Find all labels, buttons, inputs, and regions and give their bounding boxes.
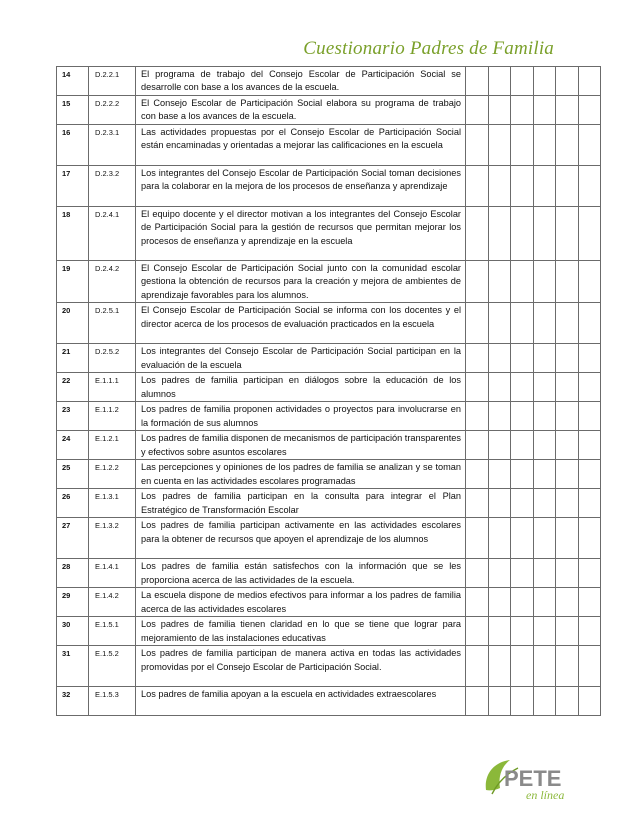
answer-cell[interactable] xyxy=(466,96,489,125)
item-code: E.1.2.1 xyxy=(89,431,136,460)
item-number: 30 xyxy=(57,617,89,646)
table-row xyxy=(57,166,601,207)
item-statement: Los padres de familia disponen de mecanismos de participación transparentes y efectivos sobre asuntos escolares xyxy=(136,431,466,460)
item-code: E.1.2.2 xyxy=(89,460,136,489)
item-number: 23 xyxy=(57,402,89,431)
answer-cell[interactable] xyxy=(556,518,579,559)
answer-cell[interactable] xyxy=(556,96,579,125)
answer-cell[interactable] xyxy=(511,617,534,646)
answer-cell[interactable] xyxy=(511,518,534,559)
item-number: 18 xyxy=(57,207,89,261)
answer-cell[interactable] xyxy=(578,559,601,588)
answer-cell[interactable] xyxy=(556,431,579,460)
answer-cell[interactable] xyxy=(556,588,579,617)
questionnaire-table xyxy=(56,66,601,716)
table-row xyxy=(57,373,601,402)
answer-cell[interactable] xyxy=(556,207,579,261)
item-number: 16 xyxy=(57,125,89,166)
answer-cell[interactable] xyxy=(533,617,556,646)
answer-cell[interactable] xyxy=(533,489,556,518)
answer-cell[interactable] xyxy=(533,373,556,402)
table-row xyxy=(57,67,601,96)
pete-logo xyxy=(480,752,580,804)
answer-cell[interactable] xyxy=(466,460,489,489)
item-code: D.2.2.1 xyxy=(89,67,136,96)
item-statement: Los padres de familia tienen claridad en lo que se tiene que lograr para mejoramiento de las instalaciones educativas xyxy=(136,617,466,646)
answer-cell[interactable] xyxy=(488,402,511,431)
item-statement: El equipo docente y el director motivan a los integrantes del Consejo Escolar de Participación Social para la gestión de recursos que permitan mejorar los procesos de enseñanza y aprendizaje en la escuela xyxy=(136,207,466,261)
answer-cell[interactable] xyxy=(533,207,556,261)
item-number: 31 xyxy=(57,646,89,687)
answer-cell[interactable] xyxy=(533,125,556,166)
table-row xyxy=(57,559,601,588)
item-number: 17 xyxy=(57,166,89,207)
answer-cell[interactable] xyxy=(533,518,556,559)
answer-cell[interactable] xyxy=(578,261,601,303)
item-code: E.1.5.2 xyxy=(89,646,136,687)
answer-cell[interactable] xyxy=(556,125,579,166)
answer-cell[interactable] xyxy=(511,489,534,518)
answer-cell[interactable] xyxy=(511,207,534,261)
item-statement: Los integrantes del Consejo Escolar de Participación Social toman decisiones para la colaborar en la mejora de los procesos de enseñanza y aprendizaje xyxy=(136,166,466,207)
answer-cell[interactable] xyxy=(556,303,579,344)
table-row xyxy=(57,261,601,303)
answer-cell[interactable] xyxy=(511,373,534,402)
answer-cell[interactable] xyxy=(556,489,579,518)
answer-cell[interactable] xyxy=(488,96,511,125)
item-code: E.1.1.2 xyxy=(89,402,136,431)
item-number: 28 xyxy=(57,559,89,588)
answer-cell[interactable] xyxy=(466,687,489,716)
table-row xyxy=(57,125,601,166)
item-number: 24 xyxy=(57,431,89,460)
item-code: D.2.4.1 xyxy=(89,207,136,261)
answer-cell[interactable] xyxy=(488,303,511,344)
item-number: 19 xyxy=(57,261,89,303)
answer-cell[interactable] xyxy=(511,646,534,687)
item-code: D.2.2.2 xyxy=(89,96,136,125)
answer-cell[interactable] xyxy=(488,518,511,559)
answer-cell[interactable] xyxy=(511,460,534,489)
answer-cell[interactable] xyxy=(578,687,601,716)
item-code: E.1.5.1 xyxy=(89,617,136,646)
item-statement: Los padres de familia apoyan a la escuela en actividades extraescolares xyxy=(136,687,466,716)
answer-cell[interactable] xyxy=(556,460,579,489)
item-code: D.2.3.2 xyxy=(89,166,136,207)
answer-cell[interactable] xyxy=(578,303,601,344)
item-statement: Los padres de familia participan en diálogos sobre la educación de los alumnos xyxy=(136,373,466,402)
table-row xyxy=(57,460,601,489)
answer-cell[interactable] xyxy=(533,687,556,716)
answer-cell[interactable] xyxy=(578,207,601,261)
answer-cell[interactable] xyxy=(511,125,534,166)
answer-cell[interactable] xyxy=(556,559,579,588)
answer-cell[interactable] xyxy=(556,344,579,373)
answer-cell[interactable] xyxy=(466,431,489,460)
answer-cell[interactable] xyxy=(511,588,534,617)
answer-cell[interactable] xyxy=(466,303,489,344)
answer-cell[interactable] xyxy=(578,489,601,518)
answer-cell[interactable] xyxy=(578,125,601,166)
answer-cell[interactable] xyxy=(578,67,601,96)
table-row xyxy=(57,588,601,617)
answer-cell[interactable] xyxy=(556,67,579,96)
answer-cell[interactable] xyxy=(556,646,579,687)
answer-cell[interactable] xyxy=(556,402,579,431)
answer-cell[interactable] xyxy=(466,402,489,431)
answer-cell[interactable] xyxy=(488,261,511,303)
item-statement: Las actividades propuestas por el Consejo Escolar de Participación Social están encaminadas y orientadas a mejorar las calificaciones en la escuela xyxy=(136,125,466,166)
answer-cell[interactable] xyxy=(578,431,601,460)
answer-cell[interactable] xyxy=(556,617,579,646)
answer-cell[interactable] xyxy=(488,207,511,261)
item-statement: El Consejo Escolar de Participación Social elabora su programa de trabajo con base a los avances de la escuela. xyxy=(136,96,466,125)
item-code: E.1.4.2 xyxy=(89,588,136,617)
answer-cell[interactable] xyxy=(466,344,489,373)
table-row xyxy=(57,431,601,460)
item-number: 25 xyxy=(57,460,89,489)
answer-cell[interactable] xyxy=(488,489,511,518)
answer-cell[interactable] xyxy=(511,166,534,207)
item-number: 15 xyxy=(57,96,89,125)
answer-cell[interactable] xyxy=(488,460,511,489)
item-code: E.1.3.2 xyxy=(89,518,136,559)
table-row xyxy=(57,489,601,518)
answer-cell[interactable] xyxy=(533,431,556,460)
answer-cell[interactable] xyxy=(488,588,511,617)
answer-cell[interactable] xyxy=(488,646,511,687)
answer-cell[interactable] xyxy=(578,588,601,617)
table-row xyxy=(57,518,601,559)
table-row xyxy=(57,96,601,125)
answer-cell[interactable] xyxy=(511,261,534,303)
item-statement: Las percepciones y opiniones de los padres de familia se analizan y se toman en cuenta en las actividades escolares programadas xyxy=(136,460,466,489)
answer-cell[interactable] xyxy=(488,166,511,207)
item-code: E.1.4.1 xyxy=(89,559,136,588)
answer-cell[interactable] xyxy=(488,687,511,716)
item-code: D.2.5.2 xyxy=(89,344,136,373)
answer-cell[interactable] xyxy=(578,96,601,125)
item-number: 27 xyxy=(57,518,89,559)
answer-cell[interactable] xyxy=(511,687,534,716)
item-statement: Los padres de familia participan activamente en las actividades escolares para la obtener de recursos que apoyen el aprendizaje de los alumnos xyxy=(136,518,466,559)
item-number: 14 xyxy=(57,67,89,96)
item-statement: La escuela dispone de medios efectivos para informar a los padres de familia acerca de las actividades escolares xyxy=(136,588,466,617)
table-row xyxy=(57,303,601,344)
item-code: D.2.5.1 xyxy=(89,303,136,344)
answer-cell[interactable] xyxy=(511,559,534,588)
answer-cell[interactable] xyxy=(578,344,601,373)
item-code: E.1.5.3 xyxy=(89,687,136,716)
item-code: D.2.3.1 xyxy=(89,125,136,166)
answer-cell[interactable] xyxy=(466,125,489,166)
answer-cell[interactable] xyxy=(533,261,556,303)
item-statement: Los padres de familia proponen actividades o proyectos para involucrarse en la formación de sus alumnos xyxy=(136,402,466,431)
logo-main-text: PETE xyxy=(504,766,562,791)
answer-cell[interactable] xyxy=(466,67,489,96)
answer-cell[interactable] xyxy=(511,96,534,125)
logo-sub-text: en línea xyxy=(526,788,565,802)
answer-cell[interactable] xyxy=(466,373,489,402)
answer-cell[interactable] xyxy=(511,67,534,96)
answer-cell[interactable] xyxy=(511,402,534,431)
item-statement: Los padres de familia están satisfechos con la información que se les proporciona acerca de las actividades de la escuela. xyxy=(136,559,466,588)
answer-cell[interactable] xyxy=(556,373,579,402)
item-number: 22 xyxy=(57,373,89,402)
item-number: 29 xyxy=(57,588,89,617)
item-code: D.2.4.2 xyxy=(89,261,136,303)
answer-cell[interactable] xyxy=(488,559,511,588)
answer-cell[interactable] xyxy=(466,261,489,303)
table-row xyxy=(57,402,601,431)
table-row xyxy=(57,687,601,716)
answer-cell[interactable] xyxy=(488,67,511,96)
item-number: 21 xyxy=(57,344,89,373)
answer-cell[interactable] xyxy=(533,166,556,207)
item-statement: Los integrantes del Consejo Escolar de Participación Social participan en la evaluación de la escuela xyxy=(136,344,466,373)
answer-cell[interactable] xyxy=(466,207,489,261)
item-code: E.1.1.1 xyxy=(89,373,136,402)
answer-cell[interactable] xyxy=(578,460,601,489)
answer-cell[interactable] xyxy=(511,431,534,460)
answer-cell[interactable] xyxy=(466,646,489,687)
table-row xyxy=(57,207,601,261)
answer-cell[interactable] xyxy=(511,303,534,344)
item-code: E.1.3.1 xyxy=(89,489,136,518)
answer-cell[interactable] xyxy=(511,344,534,373)
table-row xyxy=(57,617,601,646)
answer-cell[interactable] xyxy=(533,96,556,125)
answer-cell[interactable] xyxy=(466,617,489,646)
table-row xyxy=(57,646,601,687)
answer-cell[interactable] xyxy=(488,344,511,373)
answer-cell[interactable] xyxy=(488,617,511,646)
answer-cell[interactable] xyxy=(578,518,601,559)
item-statement: Los padres de familia participan de manera activa en todas las actividades promovidas por el Consejo Escolar de Participación Social. xyxy=(136,646,466,687)
answer-cell[interactable] xyxy=(488,125,511,166)
answer-cell[interactable] xyxy=(533,559,556,588)
answer-cell[interactable] xyxy=(466,518,489,559)
item-statement: Los padres de familia participan en la consulta para integrar el Plan Estratégico de Transformación Escolar xyxy=(136,489,466,518)
answer-cell[interactable] xyxy=(466,166,489,207)
answer-cell[interactable] xyxy=(488,373,511,402)
answer-cell[interactable] xyxy=(488,431,511,460)
answer-cell[interactable] xyxy=(466,559,489,588)
item-number: 32 xyxy=(57,687,89,716)
answer-cell[interactable] xyxy=(533,303,556,344)
answer-cell[interactable] xyxy=(556,166,579,207)
answer-cell[interactable] xyxy=(556,261,579,303)
answer-cell[interactable] xyxy=(466,588,489,617)
item-number: 26 xyxy=(57,489,89,518)
answer-cell[interactable] xyxy=(533,646,556,687)
item-statement: El Consejo Escolar de Participación Social se informa con los docentes y el director acerca de los procesos de evaluación practicados en la escuela xyxy=(136,303,466,344)
answer-cell[interactable] xyxy=(533,402,556,431)
answer-cell[interactable] xyxy=(533,344,556,373)
item-statement: El Consejo Escolar de Participación Social junto con la comunidad escolar gestiona la obtención de recursos para la creación y mejora de ambientes de aprendizaje favorables para los alumnos. xyxy=(136,261,466,303)
answer-cell[interactable] xyxy=(578,373,601,402)
answer-cell[interactable] xyxy=(556,687,579,716)
table-row xyxy=(57,344,601,373)
answer-cell[interactable] xyxy=(533,460,556,489)
item-number: 20 xyxy=(57,303,89,344)
answer-cell[interactable] xyxy=(466,489,489,518)
answer-cell[interactable] xyxy=(533,67,556,96)
page-title: Cuestionario Padres de Familia xyxy=(303,38,554,59)
answer-cell[interactable] xyxy=(578,402,601,431)
answer-cell[interactable] xyxy=(578,646,601,687)
item-statement: El programa de trabajo del Consejo Escolar de Participación Social se desarrolle con base a los avances de la escuela. xyxy=(136,67,466,96)
answer-cell[interactable] xyxy=(578,166,601,207)
answer-cell[interactable] xyxy=(533,588,556,617)
answer-cell[interactable] xyxy=(578,617,601,646)
